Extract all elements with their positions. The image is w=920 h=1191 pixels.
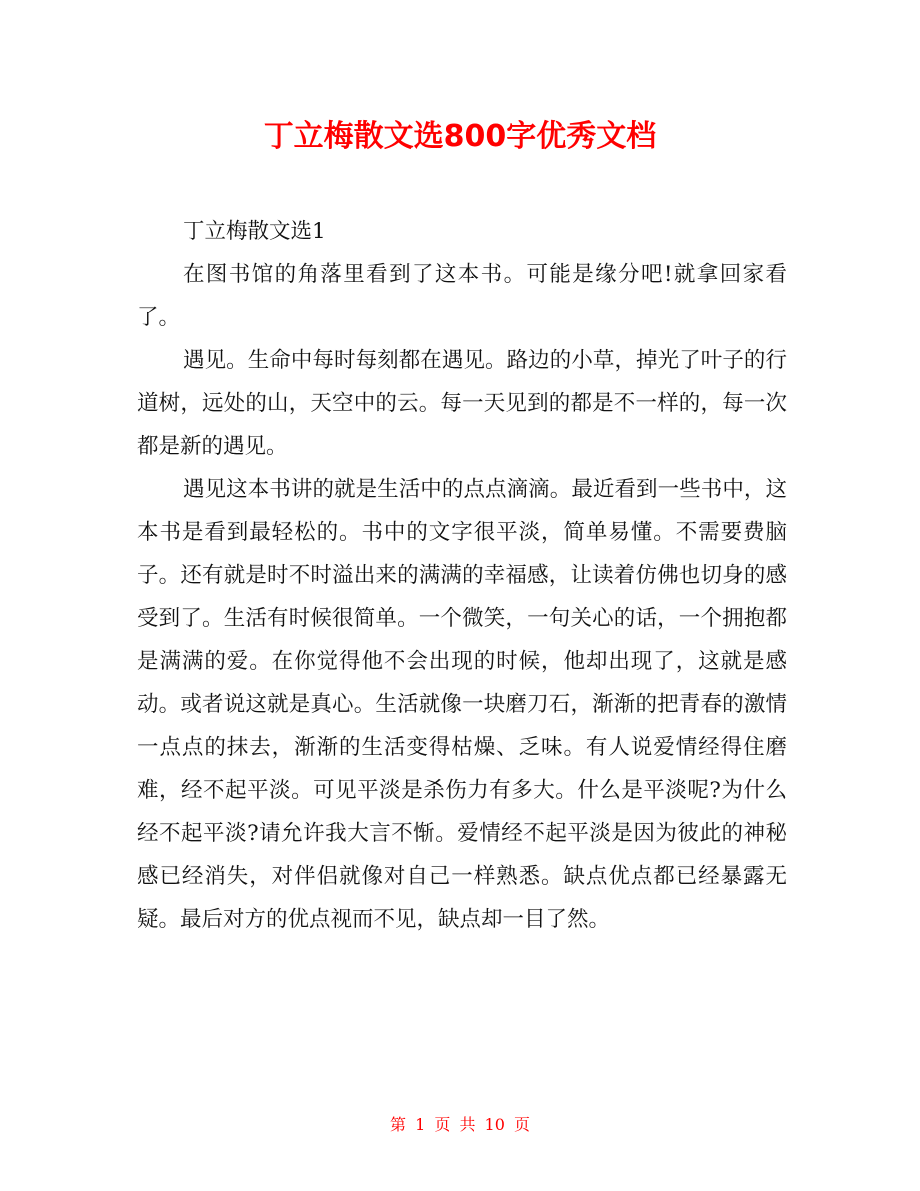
section-heading: 丁立梅散文选1	[183, 219, 326, 244]
document-body	[137, 210, 787, 941]
page-number-footer: 第 1 页 共 10 页	[390, 1115, 530, 1134]
paragraph: 在图书馆的角落里看到了这本书。可能是缘分吧!就拿回家看了。	[137, 262, 787, 330]
document-title: 丁立梅散文选800字优秀文档	[263, 119, 657, 154]
paragraph: 遇见这本书讲的就是生活中的点点滴滴。最近看到一些书中，这本书是看到最轻松的。书中的文字很平淡，简单易懂。不需要费脑子。还有就是时不时溢出来的满满的幸福感，让读着仿佛也切身的感受到了。生活有时候很简单。一个微笑，一句关心的话，一个拥抱都是满满的爱。在你觉得他不会出现的时候，他却出现了，这就是感动。或者说这就是真心。生活就像一块磨刀石，渐渐的把青春的激情一点点的抹去，渐渐的生活变得枯燥、乏味。有人说爱情经得住磨难，经不起平淡。可见平淡是杀伤力有多大。什么是平淡呢?为什么经不起平淡?请允许我大言不惭。爱情经不起平淡是因为彼此的神秘感已经消失，对伴侣就像对自己一样熟悉。缺点优点都已经暴露无疑。最后对方的优点视而不见，缺点却一目了然。	[137, 477, 787, 932]
paragraph: 遇见。生命中每时每刻都在遇见。路边的小草，掉光了叶子的行道树，远处的山，天空中的云。每一天见到的都是不一样的，每一次都是新的遇见。	[137, 348, 787, 459]
